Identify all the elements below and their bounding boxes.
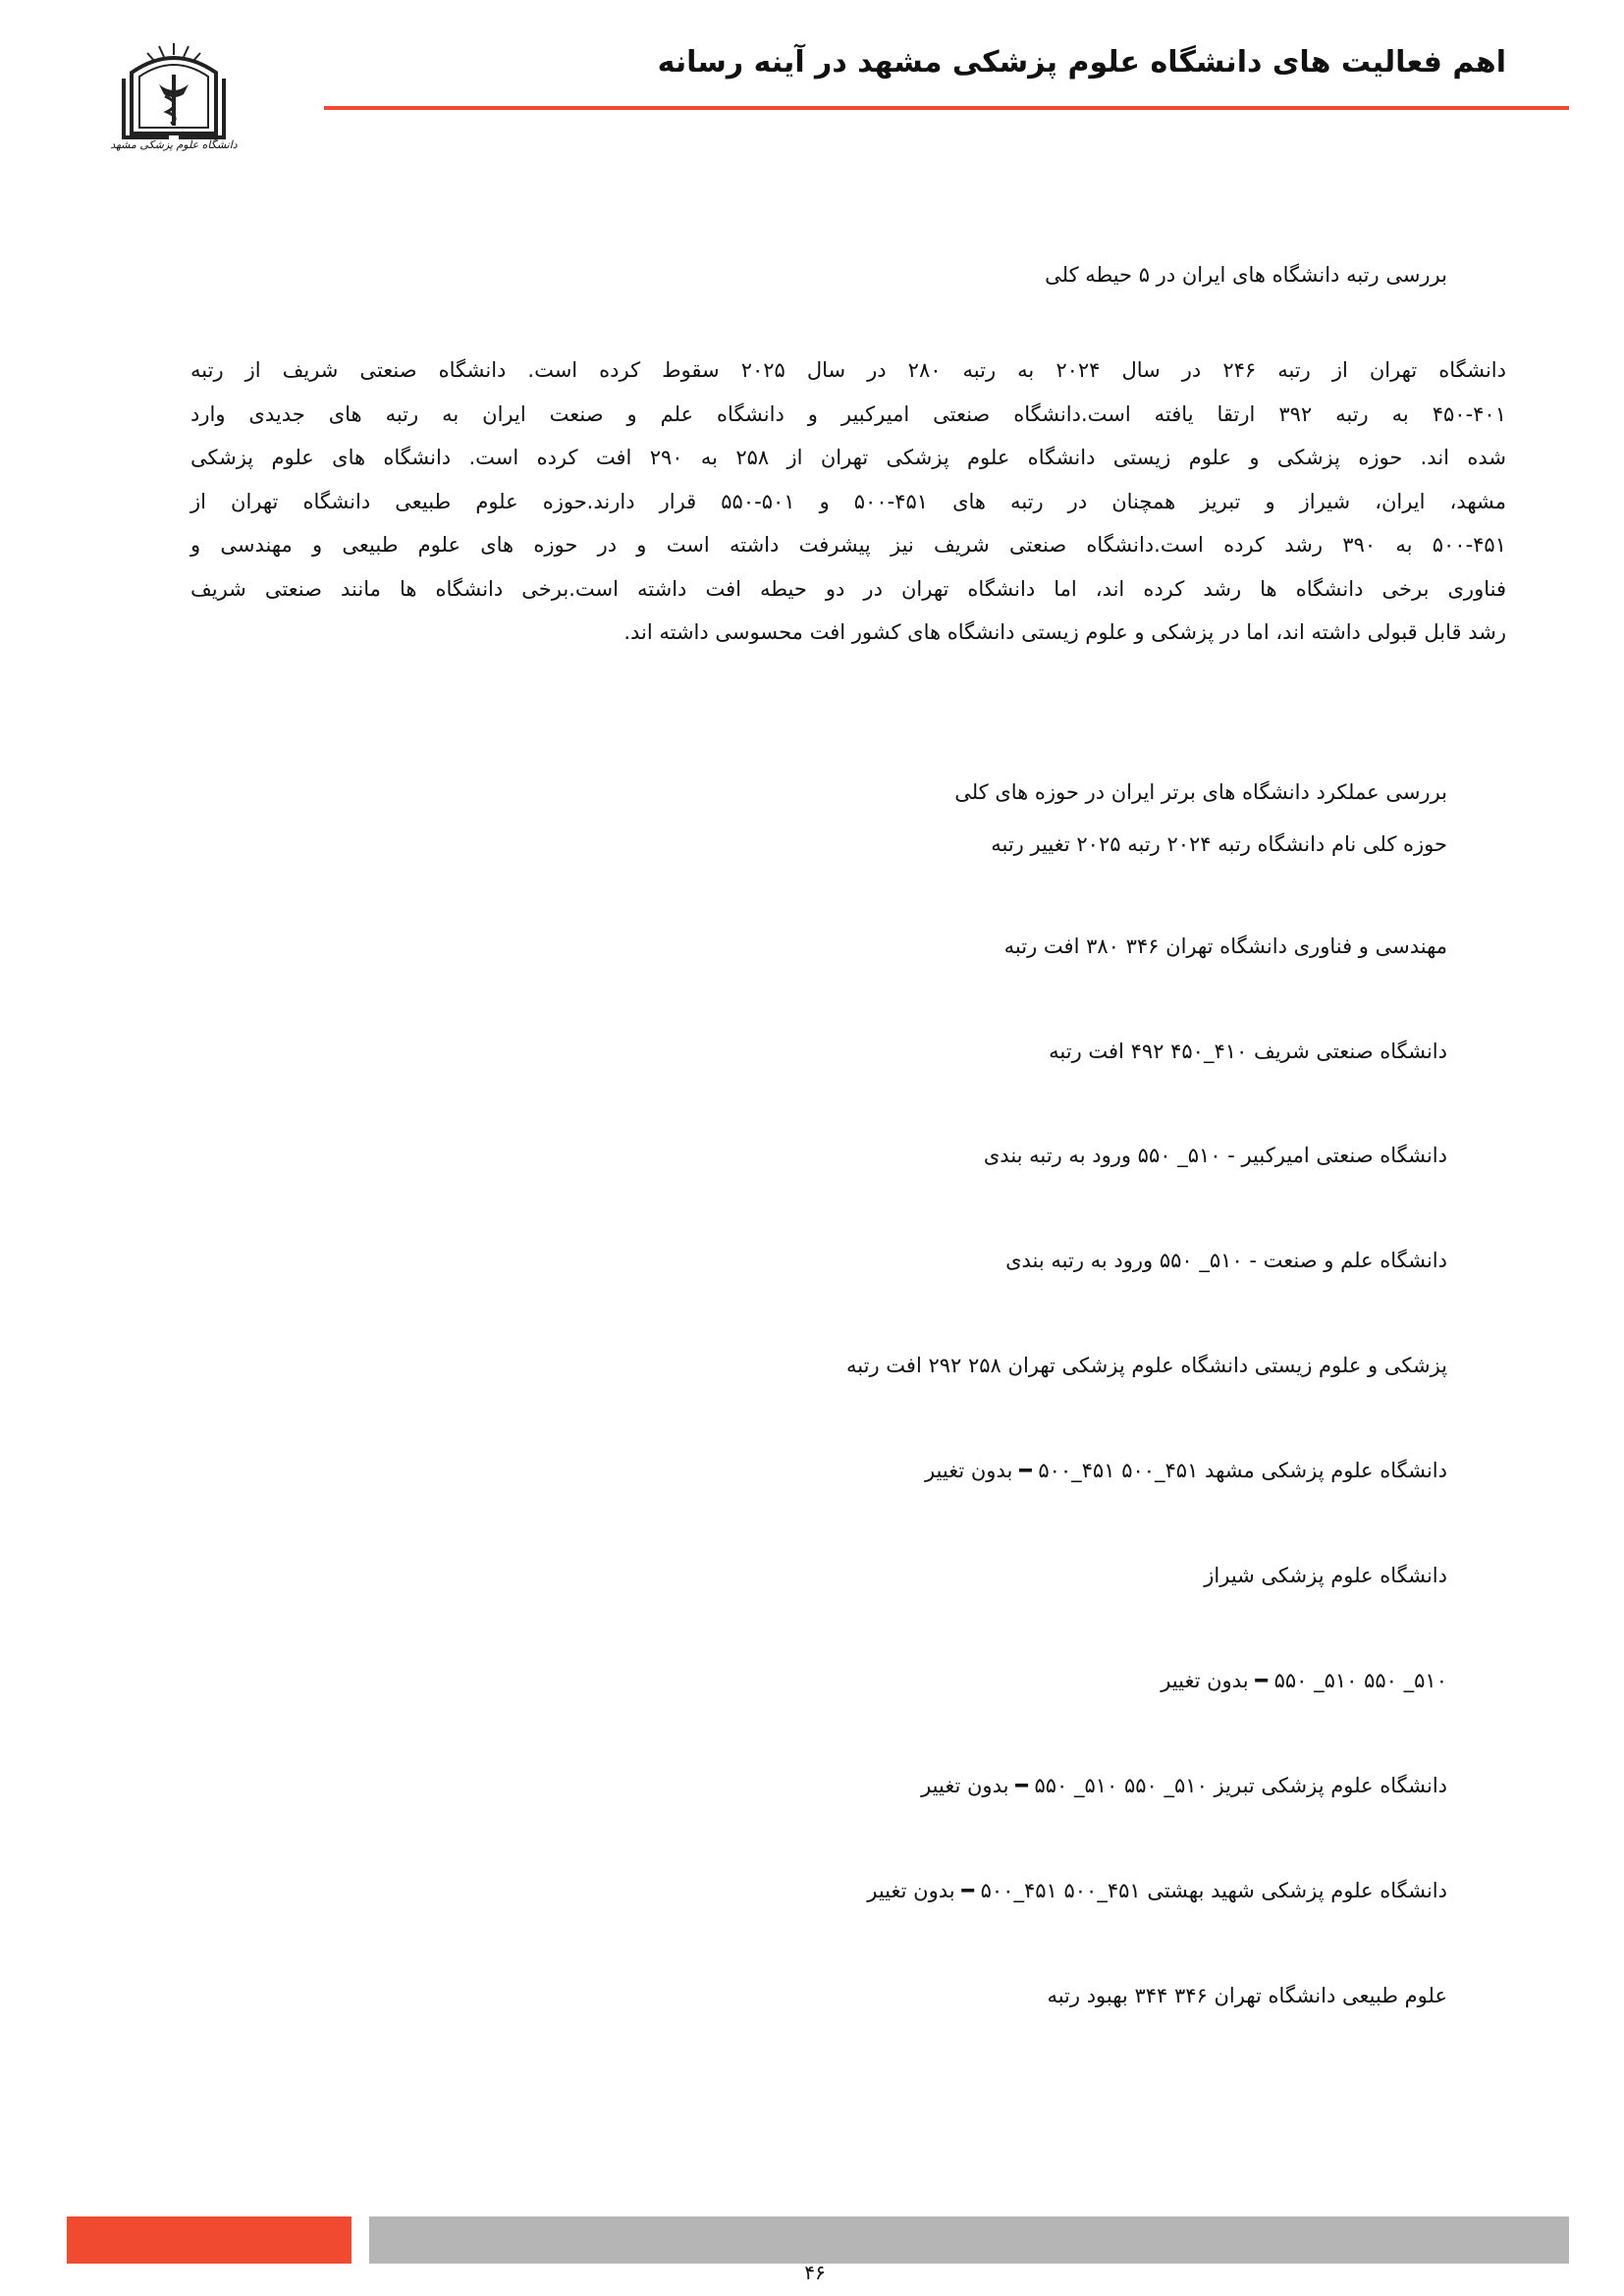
performance-heading: بررسی عملکرد دانشگاه های برتر ایران در حوزه های کلی [954,780,1447,804]
ranking-row: دانشگاه صنعتی شریف ۴۱۰_۴۵۰ ۴۹۲ افت رتبه [1049,1040,1447,1063]
ranking-row: دانشگاه علوم پزشکی شیراز [1204,1564,1447,1587]
paragraph-line: مشهد، ایران، شیراز و تبریز همچنان در رتبه های ۴۵۱-۵۰۰ و ۵۰۱-۵۵۰ قرار دارند.حوزه علوم طبیعی دانشگاه تهران از [190,489,1507,513]
ranking-row: پزشکی و علوم زیستی دانشگاه علوم پزشکی تهران ۲۵۸ ۲۹۲ افت رتبه [846,1354,1447,1377]
footer-gray-bar [369,2216,1569,2264]
ranking-row: مهندسی و فناوری دانشگاه تهران ۳۴۶ ۳۸۰ افت رتبه [1003,934,1447,958]
ranking-row: دانشگاه علوم پزشکی شهید بهشتی ۴۵۱_۵۰۰ ۴۵۱_۵۰۰ ━ بدون تغییر [867,1879,1447,1902]
paragraph-line: ۴۵۰-۴۰۱ به رتبه ۳۹۲ ارتقا یافته است.دانشگاه صنعتی امیرکبیر و دانشگاه علم و صنعت ایران به رتبه های جدیدی وارد [190,401,1506,426]
ranking-row: علوم طبیعی دانشگاه تهران ۳۴۶ ۳۴۴ بهبود رتبه [1047,1984,1447,2007]
paragraph-line: فناوری برخی دانشگاه ها رشد کرده اند، اما دانشگاه تهران در دو حیطه افت داشته است.برخی دانشگاه ها مانند صنعتی شریف [190,576,1506,601]
table-header-line: حوزه کلی نام دانشگاه رتبه ۲۰۲۴ رتبه ۲۰۲۵ تغییر رتبه [991,832,1447,856]
paragraph-line: رشد قابل قبولی داشته اند، اما در پزشکی و علوم زیستی دانشگاه های کشور افت محسوسی داشته اند. [623,620,1506,644]
ranking-row: دانشگاه صنعتی امیرکبیر - ۵۱۰_ ۵۵۰ ورود به رتبه بندی [983,1144,1447,1167]
page-number: ۴۶ [804,2261,826,2284]
intro-heading: بررسی رتبه دانشگاه های ایران در ۵ حیطه کلی [1045,263,1447,287]
paragraph-line: دانشگاه تهران از رتبه ۲۴۶ در سال ۲۰۲۴ به رتبه ۲۸۰ در سال ۲۰۲۵ سقوط کرده است. دانشگاه صنعتی شریف از رتبه [190,358,1506,382]
university-logo [110,35,238,163]
paragraph-line: شده اند. حوزه پزشکی و علوم زیستی دانشگاه علوم پزشکی تهران از ۲۵۸ به ۲۹۰ افت کرده است. دانشگاه های علوم پزشکی [190,446,1506,469]
footer-accent-bar [67,2216,352,2264]
logo-caption: دانشگاه علوم پزشکی مشهد [110,138,238,151]
header-divider [324,106,1569,110]
paragraph-line: ۵۰۰-۴۵۱ به ۳۹۰ رشد کرده است.دانشگاه صنعتی شریف نیز پیشرفت داشته است و در حوزه های علوم طبیعی و مهندسی و [190,533,1506,557]
ranking-row: دانشگاه علم و صنعت - ۵۱۰_ ۵۵۰ ورود به رتبه بندی [1005,1249,1447,1272]
body-paragraph [190,348,1506,655]
ranking-row: دانشگاه علوم پزشکی مشهد ۴۵۱_۵۰۰ ۴۵۱_۵۰۰ ━ بدون تغییر [924,1459,1447,1482]
page-header-title: اهم فعالیت های دانشگاه علوم پزشکی مشهد در آینه رسانه [657,45,1506,80]
ranking-row: ۵۱۰_ ۵۵۰ ۵۱۰_ ۵۵۰ ━ بدون تغییر [1161,1669,1447,1692]
ranking-row: دانشگاه علوم پزشکی تبریز ۵۱۰_ ۵۵۰ ۵۱۰_ ۵۵۰ ━ بدون تغییر [921,1774,1447,1797]
